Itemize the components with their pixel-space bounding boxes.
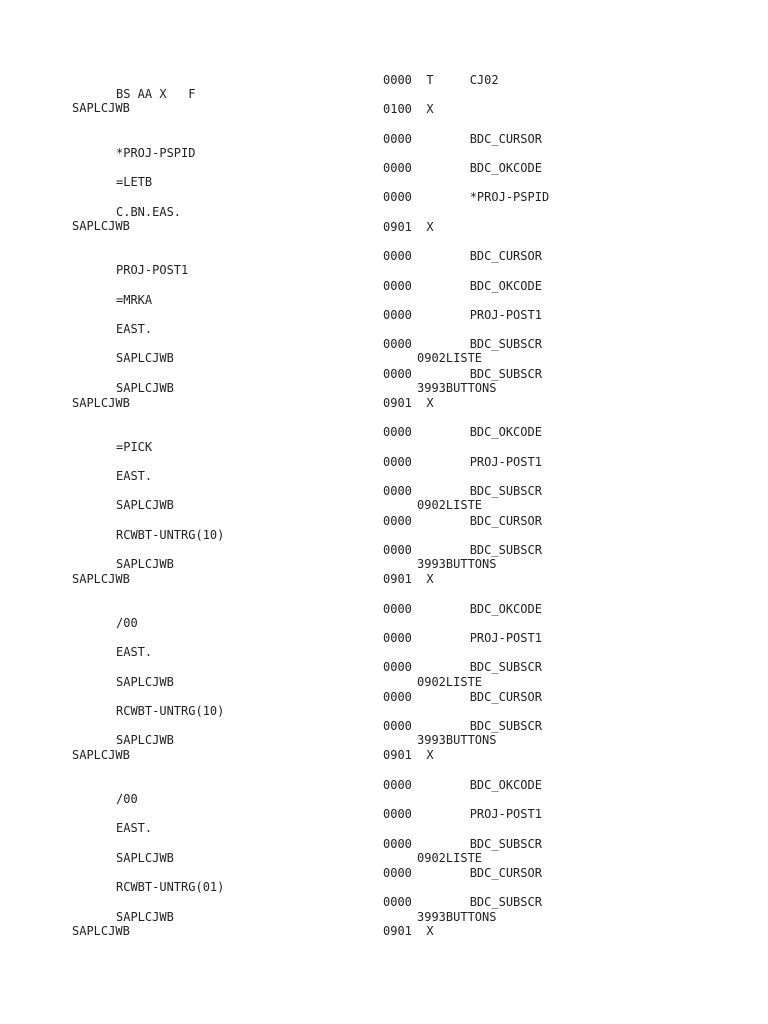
left-line: SAPLCJWB	[116, 381, 174, 395]
left-line: SAPLCJWB	[116, 675, 174, 689]
left-line: EAST.	[116, 322, 153, 336]
right-line: 0000 BDC_SUBSCR	[383, 543, 542, 557]
right-line: 0000 BDC_SUBSCR	[383, 337, 542, 351]
left-line: SAPLCJWB	[116, 351, 174, 365]
left-line: PROJ-POST1	[116, 263, 189, 277]
right-line: 0000 BDC_SUBSCR	[383, 719, 542, 733]
right-line: 0000 BDC_SUBSCR	[383, 837, 542, 851]
right-line: 0000 BDC_CURSOR	[383, 249, 542, 263]
left-line: =MRKA	[116, 293, 153, 307]
right-line: 0000 BDC_OKCODE	[383, 425, 542, 439]
left-line: SAPLCJWB	[72, 924, 130, 938]
right-line: 0901 X	[383, 572, 434, 586]
right-line: 0000 BDC_SUBSCR	[383, 367, 542, 381]
left-line: SAPLCJWB	[116, 557, 174, 571]
left-line: /00	[116, 792, 138, 806]
left-line: RCWBT-UNTRG(10)	[116, 528, 225, 542]
right-line: 0000 BDC_OKCODE	[383, 279, 542, 293]
right-line: 0902LISTE	[417, 351, 483, 365]
right-line: 0000 BDC_OKCODE	[383, 161, 542, 175]
left-line: RCWBT-UNTRG(01)	[116, 880, 225, 894]
right-line: 0000 BDC_OKCODE	[383, 602, 542, 616]
left-line: SAPLCJWB	[72, 101, 130, 115]
right-line: 0902LISTE	[417, 498, 483, 512]
right-line: 3993BUTTONS	[417, 733, 497, 747]
left-line: C.BN.EAS.	[116, 205, 182, 219]
left-line: SAPLCJWB	[116, 851, 174, 865]
right-line: 0000 BDC_CURSOR	[383, 690, 542, 704]
right-line: 0000 BDC_CURSOR	[383, 132, 542, 146]
right-line: 0000 BDC_CURSOR	[383, 514, 542, 528]
left-line: SAPLCJWB	[116, 498, 174, 512]
left-line: EAST.	[116, 645, 153, 659]
left-line: =LETB	[116, 175, 153, 189]
left-line: *PROJ-PSPID	[116, 146, 196, 160]
left-line: SAPLCJWB	[72, 396, 130, 410]
right-line: 0901 X	[383, 924, 434, 938]
left-line: BS AA X F	[116, 87, 196, 101]
right-line: 3993BUTTONS	[417, 557, 497, 571]
right-line: 0000 BDC_SUBSCR	[383, 660, 542, 674]
right-line: 0000 BDC_OKCODE	[383, 778, 542, 792]
right-line: 0100 X	[383, 102, 434, 116]
right-line: 0000 PROJ-POST1	[383, 308, 542, 322]
left-line: EAST.	[116, 469, 153, 483]
right-line: 0901 X	[383, 396, 434, 410]
right-line: 0000 T CJ02	[383, 73, 499, 87]
right-line: 0000 BDC_SUBSCR	[383, 484, 542, 498]
right-line: 0000 BDC_SUBSCR	[383, 895, 542, 909]
right-line: 0000 PROJ-POST1	[383, 631, 542, 645]
right-line: 0000 *PROJ-PSPID	[383, 190, 550, 204]
left-line: SAPLCJWB	[116, 910, 174, 924]
left-line: SAPLCJWB	[72, 219, 130, 233]
left-line: /00	[116, 616, 138, 630]
right-line: 0000 PROJ-POST1	[383, 455, 542, 469]
left-line: SAPLCJWB	[72, 572, 130, 586]
left-line: RCWBT-UNTRG(10)	[116, 704, 225, 718]
right-line: 3993BUTTONS	[417, 910, 497, 924]
right-line: 0901 X	[383, 748, 434, 762]
right-line: 0902LISTE	[417, 675, 483, 689]
left-line: SAPLCJWB	[116, 733, 174, 747]
right-line: 0902LISTE	[417, 851, 483, 865]
right-line: 3993BUTTONS	[417, 381, 497, 395]
right-line: 0901 X	[383, 220, 434, 234]
left-line: =PICK	[116, 440, 153, 454]
left-line: SAPLCJWB	[72, 748, 130, 762]
left-line: EAST.	[116, 821, 153, 835]
right-line: 0000 PROJ-POST1	[383, 807, 542, 821]
right-line: 0000 BDC_CURSOR	[383, 866, 542, 880]
